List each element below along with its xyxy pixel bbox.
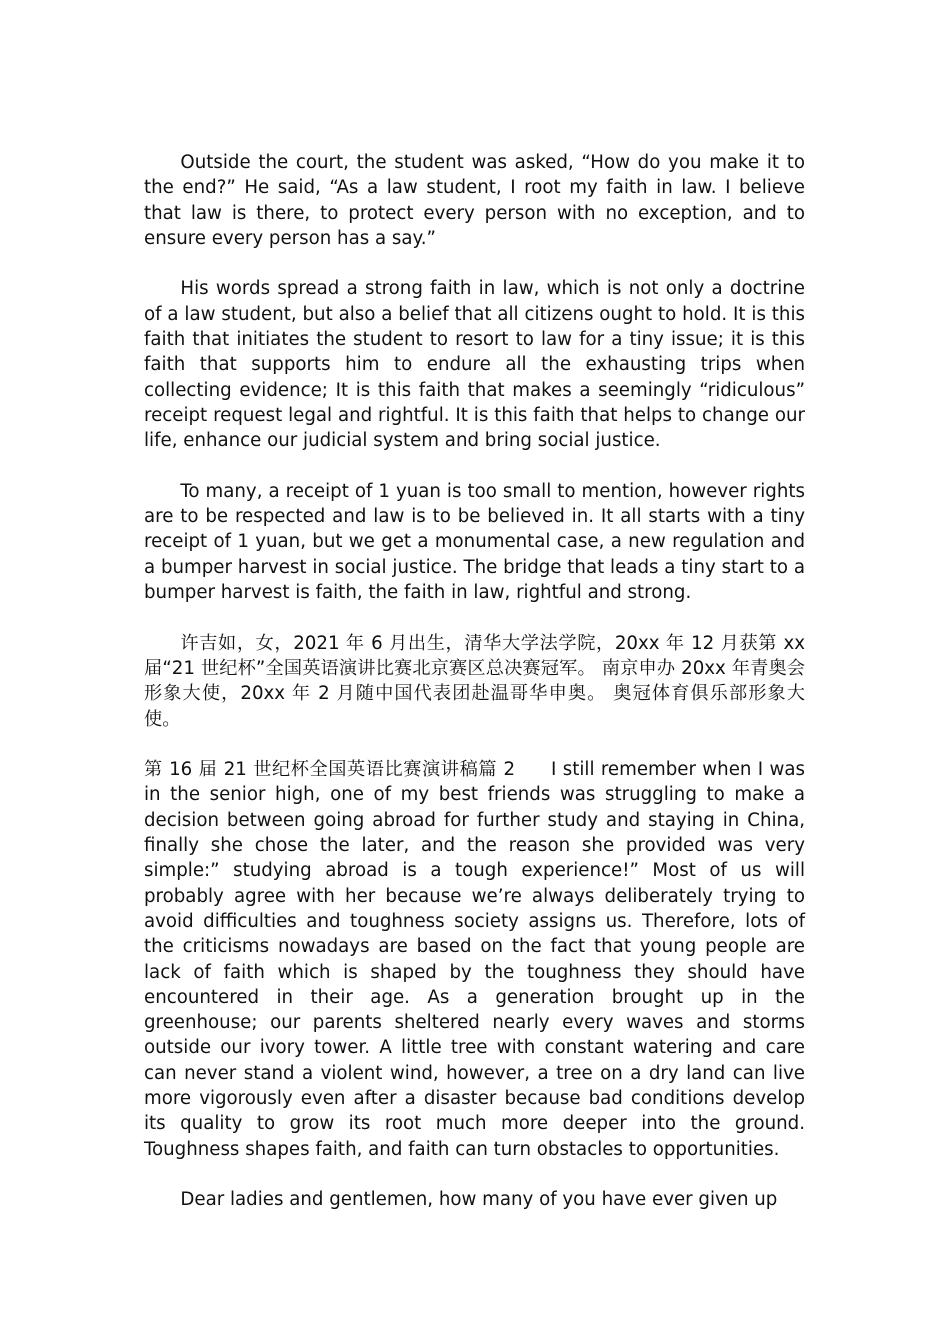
paragraph-faith-in-law: His words spread a strong faith in law, which is not only a doctrine of a law student, but also a belief that all citizens ought to hold. It is this faith that initiates the student to resort to law for a tiny issue; it is this faith that supports him to endure all the exhausting trips when collecting evidence; It is this faith that makes a seemingly “ridiculous” receipt request legal and rightful. It is this faith that helps to change our life, enhance our judicial system and bring social justice. (144, 278, 805, 452)
speech-heading: 第 16 届 21 世纪杯全国英语比赛演讲稿篇 2 (144, 759, 516, 781)
paragraph-speaker-bio: 许吉如，女，2021 年 6 月出生，清华大学法学院，20xx 年 12 月获第 xx 届“21 世纪杯”全国英语演讲比赛北京赛区总决赛冠军。 南京申办 20xx 年青奥会形象大使，20xx 年 2 月随中国代表团赴温哥华申奥。 奥冠体育俱乐部形象大使。 (144, 632, 805, 730)
paragraph-receipt-of-1-yuan: To many, a receipt of 1 yuan is too small to mention, however rights are to be respected and law is to be believed in. It all starts with a tiny receipt of 1 yuan, but we get a monumental case, a new regulation and a bumper harvest in social justice. The bridge that leads a tiny start to a bumper harvest is faith, the faith in law, rightful and strong. (144, 480, 805, 604)
paragraph-court-question: Outside the court, the student was asked, “How do you make it to the end?” He said, “As a law student, I root my faith in law. I believe that law is there, to protect every person with no exception, and to ensure every person has a say.” (144, 152, 805, 249)
speech-body: I still remember when I was in the senior high, one of my best friends was struggling to make a decision between going abroad for further study and staying in China, finally she chose the later, and the reason she provided was very simple:” studying abroad is a tough experience!” Most of us will probably agree with her because we’re always deliberately trying to avoid difficulties and toughness society assigns us. Therefore, lots of the criticisms nowadays are based on the fact that young people are lack of faith which is shaped by the toughness they should have encountered in their age. As a generation brought up in the greenhouse; our parents sheltered nearly every waves and storms outside our ivory tower. A little tree with constant watering and care can never stand a violent wind, however, a tree on a dry land can live more vigorously even after a disaster because bad conditions develop its quality to grow its root much more deeper into the ground. Toughness shapes faith, and faith can turn obstacles to opportunities. (144, 759, 805, 1160)
paragraph-speech-2 (144, 757, 805, 1162)
paragraph-dear-ladies: Dear ladies and gentlemen, how many of you have ever given up (180, 1189, 778, 1211)
document-page (144, 150, 805, 1238)
